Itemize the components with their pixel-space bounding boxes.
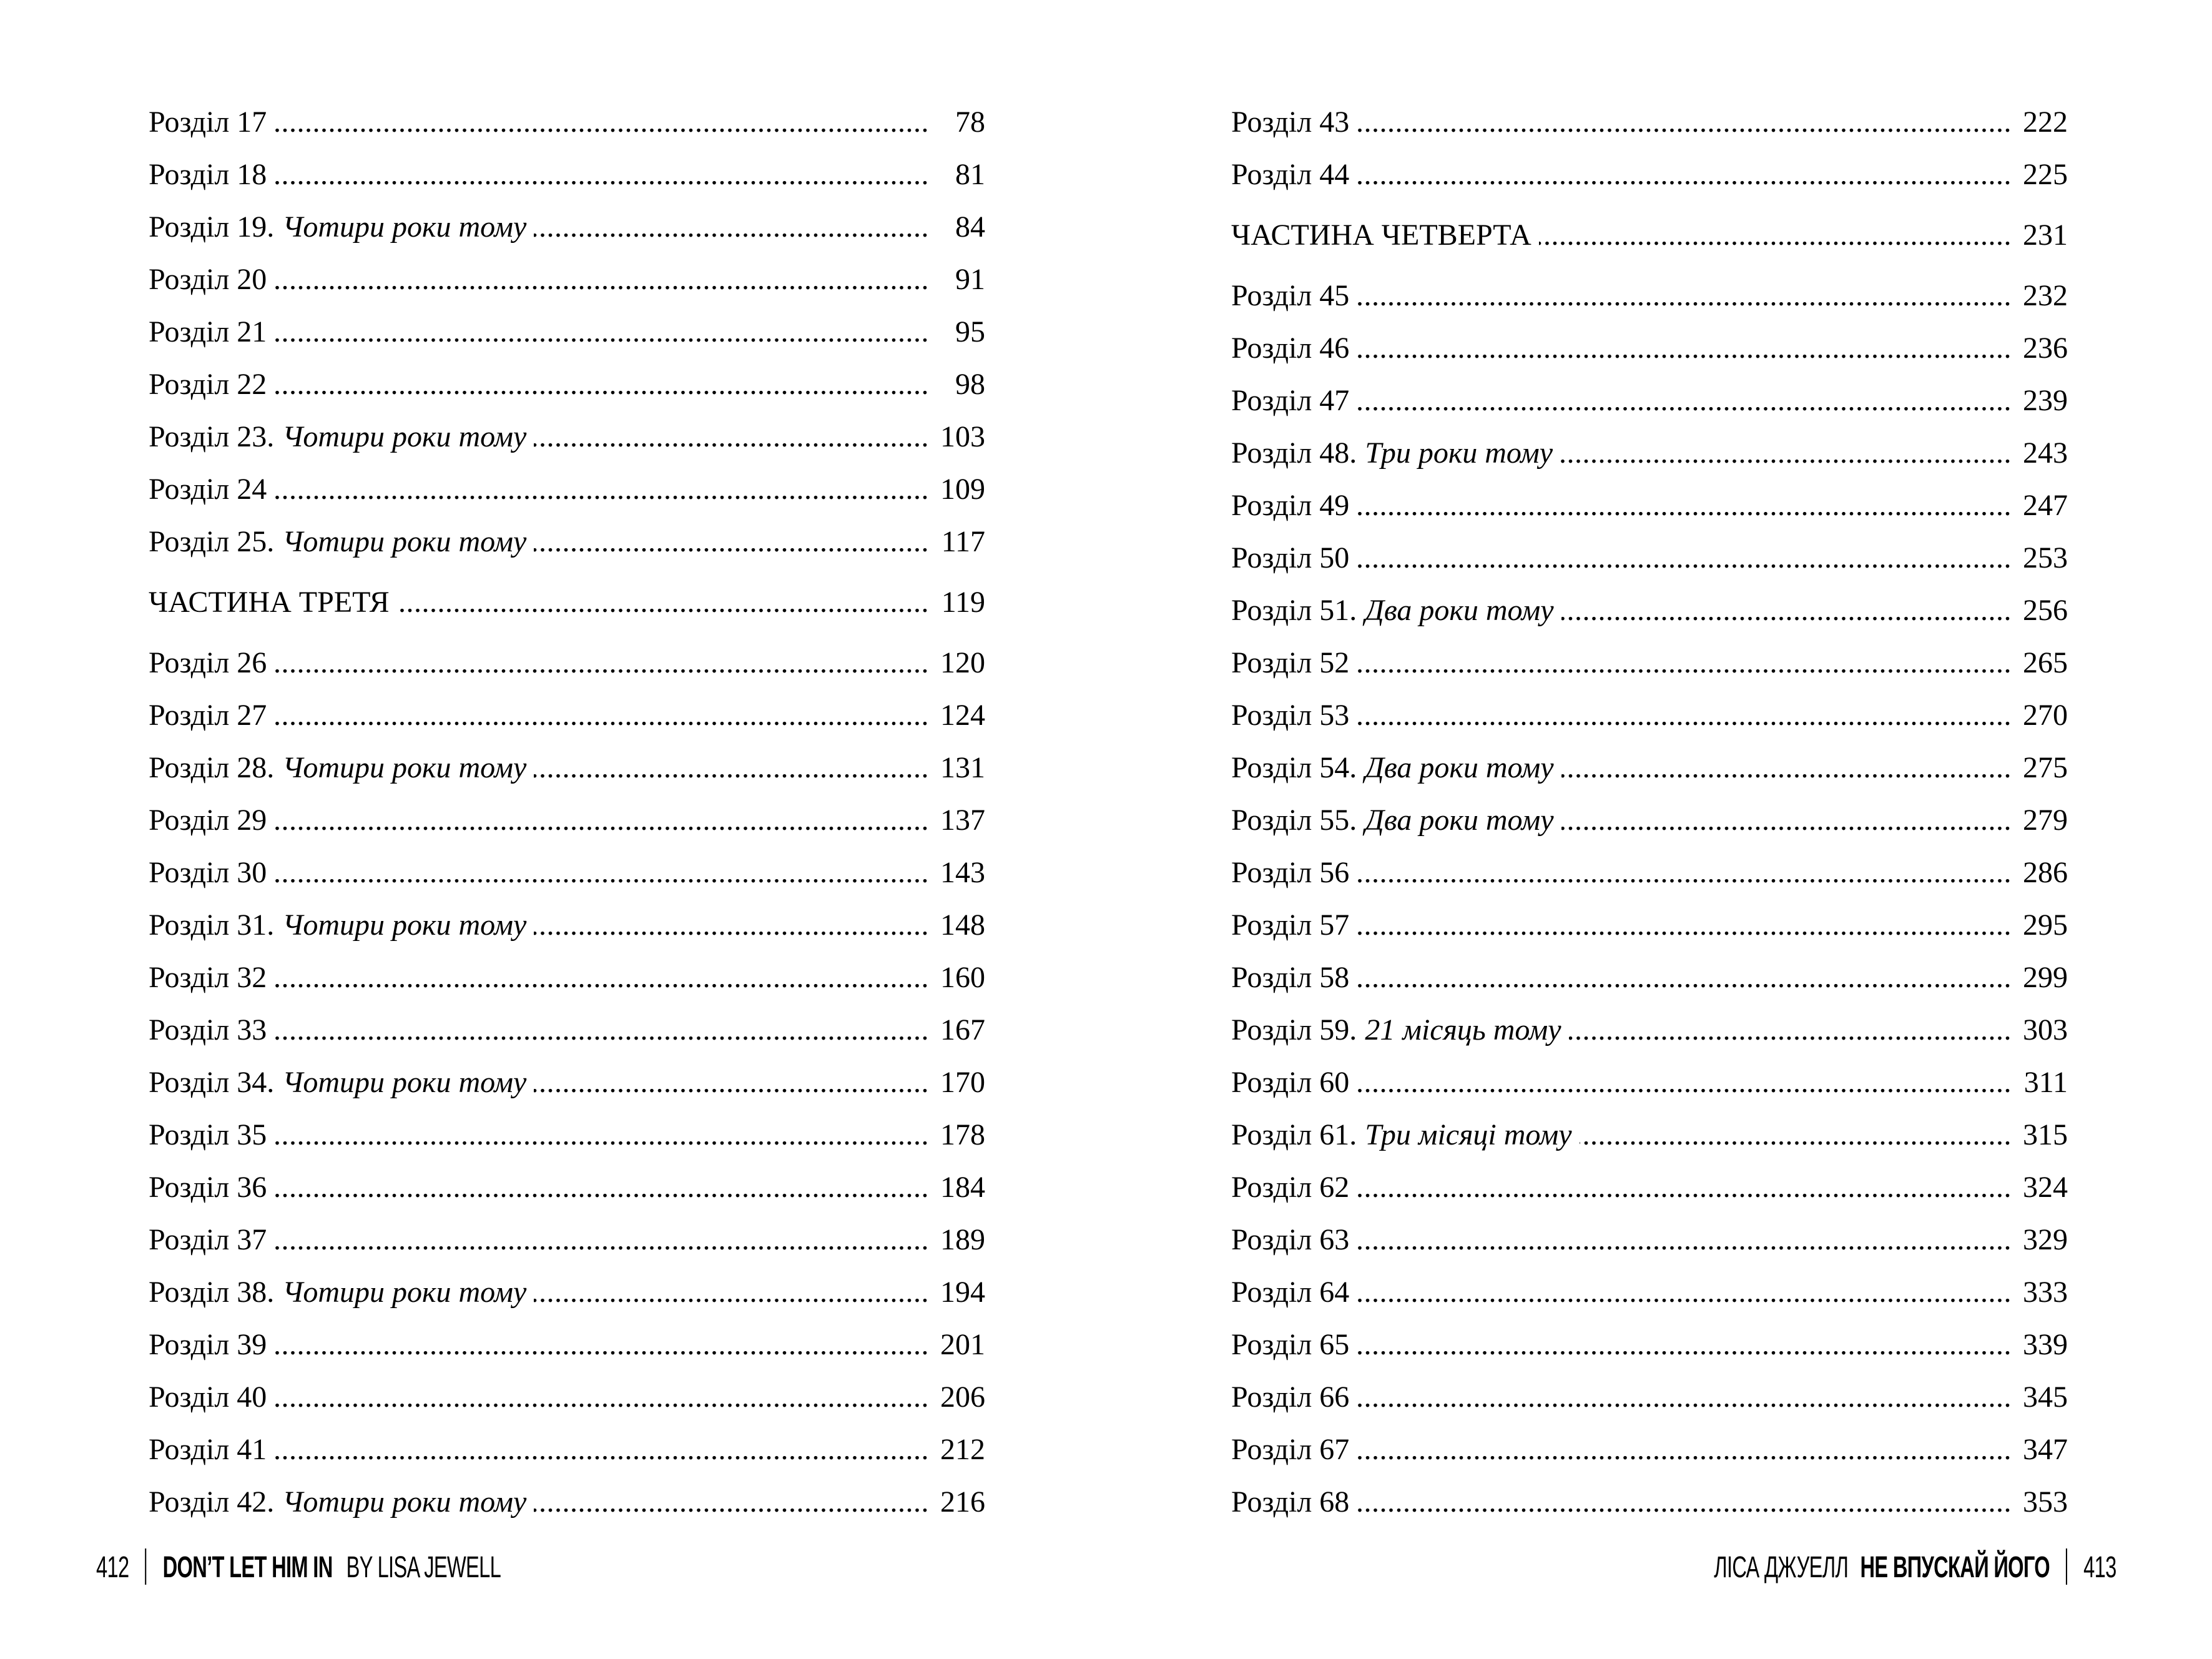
toc-entry-label: Розділ 37 [149, 1223, 267, 1256]
toc-entry-label: Розділ 46 [1231, 332, 1350, 365]
toc-entry-note: Чотири роки тому [282, 908, 527, 942]
toc-entry-label: Розділ 44 [1231, 158, 1350, 191]
toc-entry-label: Розділ 17 [149, 106, 267, 139]
toc-entry [149, 201, 985, 254]
dot-leader [1357, 532, 2012, 584]
toc-entry-page-number: 239 [2023, 384, 2068, 417]
toc-entry-note: Два роки тому [1365, 594, 1554, 627]
dot-leader [1357, 96, 2012, 149]
dot-leader [534, 1266, 929, 1319]
toc-entry [1231, 1161, 2068, 1214]
toc-entry-label: ЧАСТИНА ТРЕТЯ [149, 586, 390, 619]
dot-leader [1357, 899, 2012, 952]
toc-entry-note: Чотири роки тому [282, 525, 527, 558]
toc-entry-page-number: 329 [2023, 1223, 2068, 1256]
toc-entry [149, 411, 985, 463]
toc-entry-page-number: 78 [955, 106, 985, 139]
toc-entry [149, 516, 985, 568]
dot-leader [1357, 637, 2012, 689]
dot-leader [1357, 1476, 2012, 1529]
toc-entry-page-number: 98 [955, 368, 985, 401]
toc-entry-page-number: 170 [940, 1066, 985, 1099]
toc-entry [149, 1056, 985, 1109]
toc-entry-note: Чотири роки тому [282, 1276, 527, 1309]
toc-entry-label: Розділ 53 [1231, 699, 1350, 732]
toc-entry-note: Чотири роки тому [282, 1066, 527, 1099]
dot-leader [534, 899, 929, 952]
dot-leader [534, 742, 929, 794]
dot-leader [274, 149, 929, 201]
dot-leader [274, 847, 929, 899]
toc-entry-page-number: 243 [2023, 436, 2068, 470]
dot-leader [534, 1476, 929, 1529]
toc-entry-label: Розділ 49 [1231, 489, 1350, 522]
dot-leader [274, 1004, 929, 1056]
toc-entry-page-number: 222 [2023, 106, 2068, 139]
toc-entry-page-number: 124 [940, 699, 985, 732]
toc-entry-page-number: 256 [2023, 594, 2068, 627]
toc-entry-label: Розділ 25. [149, 525, 275, 558]
dot-leader [274, 637, 929, 689]
toc-entry-label: Розділ 59. [1231, 1013, 1357, 1046]
toc-entry-label: Розділ 24 [149, 473, 267, 506]
toc-entry [149, 1004, 985, 1056]
dot-leader [1357, 270, 2012, 322]
toc-entry-page-number: 333 [2023, 1276, 2068, 1309]
toc-entry-note: Чотири роки тому [282, 420, 527, 453]
dot-leader [274, 1214, 929, 1266]
toc-entry [149, 306, 985, 358]
toc-entry [149, 637, 985, 689]
toc-entry-page-number: 131 [940, 751, 985, 784]
dot-leader [534, 411, 929, 463]
toc-entry [1231, 637, 2068, 689]
toc-entry-page-number: 275 [2023, 751, 2068, 784]
toc-entry-page-number: 212 [940, 1433, 985, 1466]
dot-leader [1561, 584, 2012, 637]
toc-entry-label: Розділ 48. [1231, 436, 1357, 470]
toc-entry-label: Розділ 64 [1231, 1276, 1350, 1309]
dot-leader [1580, 1109, 2012, 1161]
footer-left [96, 1548, 501, 1586]
dot-leader [534, 1056, 929, 1109]
dot-leader [1357, 375, 2012, 427]
dot-leader [274, 96, 929, 149]
toc-entry-label: Розділ 62 [1231, 1171, 1350, 1204]
toc-entry-label: Розділ 38. [149, 1276, 275, 1309]
footer-left-page-number: 412 [96, 1551, 129, 1584]
toc-entry [149, 794, 985, 847]
dot-leader [1539, 209, 2012, 262]
toc-entry [1231, 952, 2068, 1004]
toc-entry-label: Розділ 32 [149, 961, 267, 994]
toc-entry [1231, 209, 2068, 262]
toc-entry [1231, 1319, 2068, 1371]
toc-entry-note: Чотири роки тому [282, 210, 527, 244]
toc-entry [1231, 1266, 2068, 1319]
dot-leader [1560, 427, 2012, 480]
toc-entry-page-number: 160 [940, 961, 985, 994]
toc-entry-page-number: 286 [2023, 856, 2068, 889]
toc-entry [1231, 847, 2068, 899]
toc-entry [149, 899, 985, 952]
toc-entry-note: Два роки тому [1365, 804, 1554, 837]
toc-entry-label: Розділ 60 [1231, 1066, 1350, 1099]
toc-entry-label: Розділ 27 [149, 699, 267, 732]
toc-entry-page-number: 232 [2023, 279, 2068, 312]
dot-leader [274, 1161, 929, 1214]
toc-entry-page-number: 303 [2023, 1013, 2068, 1046]
toc-entry-page-number: 119 [941, 586, 985, 619]
toc-entry-page-number: 95 [955, 315, 985, 348]
dot-leader [397, 576, 929, 629]
toc-entry-page-number: 299 [2023, 961, 2068, 994]
toc-entry-page-number: 143 [940, 856, 985, 889]
toc-entry-label: Розділ 19. [149, 210, 275, 244]
toc-entry-label: Розділ 29 [149, 804, 267, 837]
toc-entry-page-number: 184 [940, 1171, 985, 1204]
toc-entry-page-number: 236 [2023, 332, 2068, 365]
toc-entry-label: Розділ 66 [1231, 1381, 1350, 1414]
toc-entry-label: Розділ 35 [149, 1118, 267, 1151]
toc-entry-label: Розділ 23. [149, 420, 275, 453]
toc-entry [1231, 1004, 2068, 1056]
toc-entry-page-number: 206 [940, 1381, 985, 1414]
dot-leader [1569, 1004, 2012, 1056]
footer-right-author: ЛІСА ДЖУЕЛЛ [1714, 1551, 1849, 1584]
toc-entry [149, 1161, 985, 1214]
toc-right-column [1231, 96, 2068, 1529]
toc-entry-page-number: 339 [2023, 1328, 2068, 1361]
footer-left-byline: BY LISA JEWELL [346, 1551, 501, 1584]
toc-entry-label: Розділ 56 [1231, 856, 1350, 889]
toc-entry-label: Розділ 67 [1231, 1433, 1350, 1466]
dot-leader [1357, 149, 2012, 201]
toc-entry-note: Три місяці тому [1365, 1118, 1572, 1151]
toc-entry-label: ЧАСТИНА ЧЕТВЕРТА [1231, 219, 1531, 252]
toc-entry [149, 149, 985, 201]
toc-entry-page-number: 345 [2023, 1381, 2068, 1414]
toc-entry [1231, 1109, 2068, 1161]
toc-entry-page-number: 137 [940, 804, 985, 837]
dot-leader [1357, 1266, 2012, 1319]
toc-entry-page-number: 91 [955, 263, 985, 296]
toc-entry [149, 1371, 985, 1424]
toc-entry-page-number: 178 [940, 1118, 985, 1151]
dot-leader [1357, 322, 2012, 375]
toc-entry-label: Розділ 28. [149, 751, 275, 784]
toc-entry-page-number: 81 [955, 158, 985, 191]
toc-entry [149, 96, 985, 149]
toc-entry-label: Розділ 57 [1231, 908, 1350, 942]
dot-leader [274, 358, 929, 411]
footer-divider-icon [145, 1548, 146, 1585]
toc-entry-label: Розділ 51. [1231, 594, 1357, 627]
dot-leader [274, 794, 929, 847]
toc-entry [1231, 1214, 2068, 1266]
toc-entry-label: Розділ 33 [149, 1013, 267, 1046]
toc-entry [149, 847, 985, 899]
toc-entry-note: 21 місяць тому [1365, 1013, 1561, 1046]
toc-entry [1231, 270, 2068, 322]
dot-leader [534, 201, 929, 254]
toc-entry-label: Розділ 30 [149, 856, 267, 889]
dot-leader [1561, 794, 2012, 847]
toc-entry [149, 358, 985, 411]
toc-entry [149, 689, 985, 742]
toc-entry-label: Розділ 41 [149, 1433, 267, 1466]
toc-entry-label: Розділ 68 [1231, 1485, 1350, 1519]
toc-entry-page-number: 324 [2023, 1171, 2068, 1204]
dot-leader [1357, 1056, 2012, 1109]
dot-leader [1357, 1319, 2012, 1371]
toc-entry [1231, 794, 2068, 847]
toc-entry-label: Розділ 58 [1231, 961, 1350, 994]
toc-entry-label: Розділ 40 [149, 1381, 267, 1414]
toc-entry-page-number: 353 [2023, 1485, 2068, 1519]
toc-entry-page-number: 315 [2023, 1118, 2068, 1151]
dot-leader [1357, 689, 2012, 742]
toc-left-column [149, 96, 985, 1529]
toc-entry-label: Розділ 36 [149, 1171, 267, 1204]
toc-entry-label: Розділ 20 [149, 263, 267, 296]
footer-right [1714, 1548, 2116, 1586]
toc-entry-page-number: 295 [2023, 908, 2068, 942]
dot-leader [534, 516, 929, 568]
toc-entry-page-number: 265 [2023, 646, 2068, 679]
dot-leader [274, 1319, 929, 1371]
footer-right-page-number: 413 [2083, 1551, 2116, 1584]
toc-entry-note: Три роки тому [1365, 436, 1553, 470]
toc-entry-label: Розділ 18 [149, 158, 267, 191]
toc-entry-label: Розділ 42. [149, 1485, 275, 1519]
dot-leader [1357, 847, 2012, 899]
toc-entry-page-number: 225 [2023, 158, 2068, 191]
toc-entry-page-number: 201 [940, 1328, 985, 1361]
toc-entry [1231, 375, 2068, 427]
toc-entry [1231, 149, 2068, 201]
dot-leader [274, 306, 929, 358]
toc-entry-label: Розділ 43 [1231, 106, 1350, 139]
toc-entry-label: Розділ 45 [1231, 279, 1350, 312]
toc-entry [149, 1424, 985, 1476]
toc-entry [149, 1476, 985, 1529]
toc-entry [1231, 742, 2068, 794]
toc-entry [149, 254, 985, 306]
toc-entry-label: Розділ 50 [1231, 541, 1350, 574]
dot-leader [274, 1371, 929, 1424]
toc-entry-label: Розділ 31. [149, 908, 275, 942]
toc-entry-note: Чотири роки тому [282, 1485, 527, 1519]
toc-entry-page-number: 311 [2023, 1066, 2068, 1099]
toc-entry [1231, 584, 2068, 637]
toc-entry [149, 742, 985, 794]
toc-entry-page-number: 347 [2023, 1433, 2068, 1466]
toc-entry-page-number: 189 [940, 1223, 985, 1256]
dot-leader [1561, 742, 2012, 794]
toc-entry-page-number: 194 [940, 1276, 985, 1309]
toc-entry-page-number: 148 [940, 908, 985, 942]
toc-entry [149, 1319, 985, 1371]
toc-entry [149, 463, 985, 516]
toc-entry [1231, 1371, 2068, 1424]
toc-entry-label: Розділ 39 [149, 1328, 267, 1361]
toc-entry-page-number: 231 [2023, 219, 2068, 252]
toc-entry-page-number: 117 [941, 525, 985, 558]
toc-entry-page-number: 109 [940, 473, 985, 506]
toc-entry-page-number: 84 [955, 210, 985, 244]
toc-entry-page-number: 216 [940, 1485, 985, 1519]
toc-entry [149, 1266, 985, 1319]
toc-entry-page-number: 103 [940, 420, 985, 453]
dot-leader [274, 1109, 929, 1161]
toc-entry-page-number: 120 [940, 646, 985, 679]
toc-entry [1231, 899, 2068, 952]
toc-entry [149, 1214, 985, 1266]
dot-leader [1357, 480, 2012, 532]
toc-entry-label: Розділ 34. [149, 1066, 275, 1099]
toc-entry-label: Розділ 63 [1231, 1223, 1350, 1256]
toc-entry [149, 1109, 985, 1161]
dot-leader [274, 689, 929, 742]
toc-entry-note: Два роки тому [1365, 751, 1554, 784]
toc-entry-label: Розділ 22 [149, 368, 267, 401]
toc-entry [1231, 427, 2068, 480]
toc-entry-label: Розділ 54. [1231, 751, 1357, 784]
toc-entry-label: Розділ 21 [149, 315, 267, 348]
toc-entry-label: Розділ 65 [1231, 1328, 1350, 1361]
toc-entry [1231, 1424, 2068, 1476]
toc-entry-page-number: 167 [940, 1013, 985, 1046]
dot-leader [1357, 1424, 2012, 1476]
dot-leader [274, 463, 929, 516]
dot-leader [1357, 952, 2012, 1004]
toc-entry-label: Розділ 26 [149, 646, 267, 679]
toc-entry-page-number: 253 [2023, 541, 2068, 574]
toc-entry [1231, 689, 2068, 742]
footer-left-book-title: DON’T LET HIM IN [162, 1551, 333, 1584]
toc-entry [149, 576, 985, 629]
dot-leader [1357, 1214, 2012, 1266]
toc-entry [1231, 1056, 2068, 1109]
dot-leader [1357, 1161, 2012, 1214]
toc-entry-page-number: 279 [2023, 804, 2068, 837]
toc-entry-label: Розділ 47 [1231, 384, 1350, 417]
toc-entry [1231, 322, 2068, 375]
toc-entry-page-number: 270 [2023, 699, 2068, 732]
toc-entry-note: Чотири роки тому [282, 751, 527, 784]
dot-leader [274, 1424, 929, 1476]
toc-entry-label: Розділ 52 [1231, 646, 1350, 679]
toc-entry [149, 952, 985, 1004]
toc-entry-label: Розділ 55. [1231, 804, 1357, 837]
dot-leader [1357, 1371, 2012, 1424]
toc-entry [1231, 1476, 2068, 1529]
toc-entry [1231, 96, 2068, 149]
dot-leader [274, 254, 929, 306]
footer-divider-icon [2066, 1548, 2067, 1585]
dot-leader [274, 952, 929, 1004]
footer-right-book-title: НЕ ВПУСКАЙ ЙОГО [1860, 1551, 2050, 1584]
toc-entry-page-number: 247 [2023, 489, 2068, 522]
toc-entry [1231, 480, 2068, 532]
toc-entry-label: Розділ 61. [1231, 1118, 1357, 1151]
toc-entry [1231, 532, 2068, 584]
